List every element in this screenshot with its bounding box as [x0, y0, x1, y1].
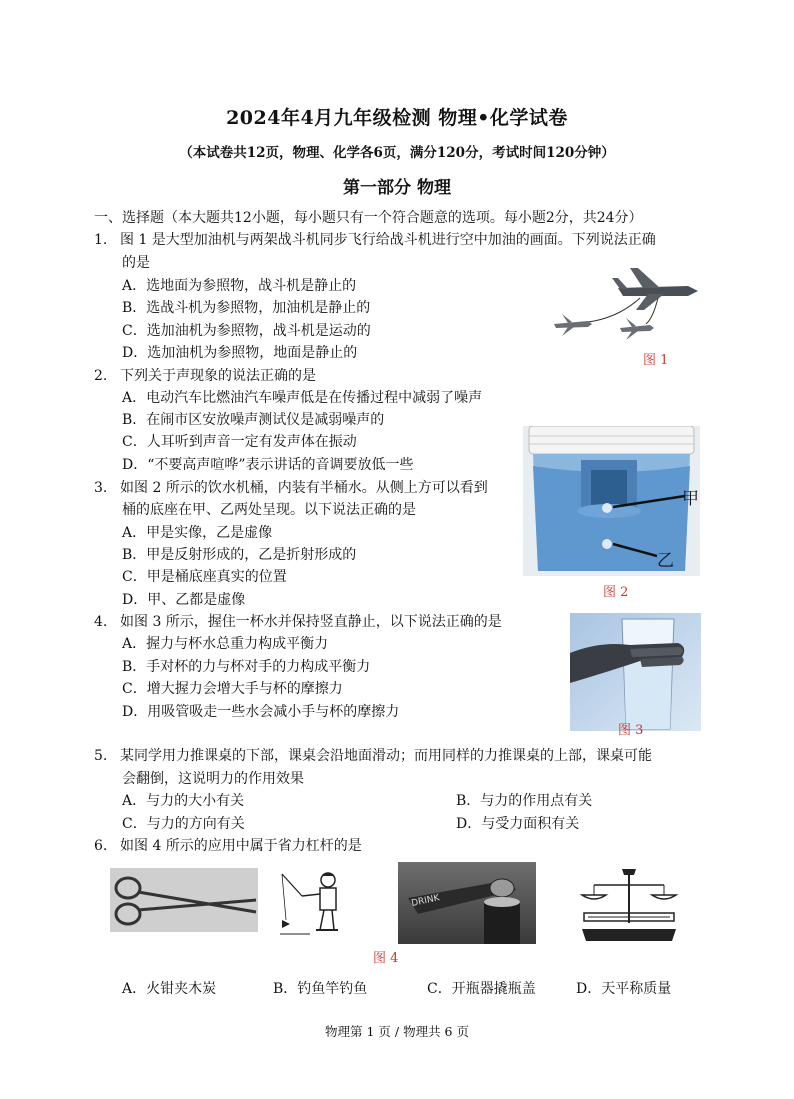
page-footer: 物理第 1 页 / 物理共 6 页 [325, 1024, 469, 1039]
question-number: 6. [94, 838, 108, 854]
question-2-option-d[interactable]: D．“不要高声喧哗”表示讲话的音调要放低一些 [122, 457, 414, 473]
question-1-option-d[interactable]: D．选加油机为参照物，地面是静止的 [122, 345, 358, 361]
question-number: 5. [94, 748, 108, 764]
question-3-option-b[interactable]: B．甲是反射形成的，乙是折射形成的 [122, 547, 357, 563]
figure-3-hand-glass-image [570, 613, 701, 731]
question-4-option-c[interactable]: C．增大握力会增大手与杯的摩擦力 [122, 681, 343, 697]
figure-3-caption: 图 3 [618, 723, 644, 738]
question-2-option-b[interactable]: B．在闹市区安放噪声测试仪是减弱噪声的 [122, 412, 385, 428]
question-2-option-a[interactable]: A．电动汽车比燃油汽车噪声低是在传播过程中减弱了噪声 [122, 390, 483, 406]
page-subtitle: （本试卷共12页，物理、化学各6页，满分120分，考试时间120分钟） [179, 145, 615, 161]
question-2-stem: 2. 下列关于声现象的说法正确的是 [94, 365, 316, 388]
page-title: 2024年4月九年级检测 物理•化学试卷 [226, 107, 568, 129]
question-3-option-d[interactable]: D．甲、乙都是虚像 [122, 592, 246, 608]
question-5-option-a[interactable]: A．与力的大小有关 [122, 793, 245, 809]
question-1-option-c[interactable]: C．选加油机为参照物，战斗机是运动的 [122, 323, 371, 339]
figure-1-caption: 图 1 [643, 353, 669, 368]
question-5-option-b[interactable]: B．与力的作用点有关 [456, 793, 593, 809]
question-2-option-c[interactable]: C．人耳听到声音一定有发声体在振动 [122, 434, 357, 450]
question-number: 4. [94, 614, 108, 630]
part-heading: 第一部分 物理 [343, 178, 451, 198]
figure-4a-tongs-image [110, 868, 258, 932]
figure-4b-fisherman-image [280, 870, 350, 938]
question-1-stem-cont: 的是 [122, 255, 150, 271]
figure-4d-balance-image [578, 865, 680, 947]
question-1-stem: 1. 图 1 是大型加油机与两架战斗机同步飞行给战斗机进行空中加油的画面。下列说法正确 [94, 229, 656, 252]
question-6-option-a[interactable]: A．火钳夹木炭 [122, 981, 217, 997]
question-3-stem-cont: 桶的底座在甲、乙两处呈现。以下说法正确的是 [122, 502, 416, 518]
question-5-option-c[interactable]: C．与力的方向有关 [122, 816, 245, 832]
question-3-option-c[interactable]: C．甲是桶底座真实的位置 [122, 569, 287, 585]
question-5-stem: 5. 某同学用力推课桌的下部，课桌会沿地面滑动；而用同样的力推课桌的上部，课桌可能 [94, 745, 652, 768]
label-jia: 甲 [682, 489, 699, 509]
question-number: 1. [94, 232, 108, 248]
figure-1-refueling-image [548, 258, 700, 343]
question-4-option-b[interactable]: B．手对杯的力与杯对手的力构成平衡力 [122, 659, 371, 675]
figure-2-water-bucket-image [523, 426, 700, 576]
question-1-option-b[interactable]: B．选战斗机为参照物，加油机是静止的 [122, 300, 371, 316]
question-3-option-a[interactable]: A．甲是实像，乙是虚像 [122, 525, 273, 541]
question-4-option-a[interactable]: A．握力与杯水总重力构成平衡力 [122, 636, 329, 652]
question-number: 3. [94, 480, 108, 496]
question-3-stem: 3. 如图 2 所示的饮水机桶，内装有半桶水。从侧上方可以看到 [94, 477, 488, 500]
figure-4c-bottle-opener-image [398, 862, 536, 944]
section-heading: 一、选择题（本大题共12小题，每小题只有一个符合题意的选项。每小题2分，共24分） [94, 210, 643, 226]
question-1-option-a[interactable]: A．选地面为参照物，战斗机是静止的 [122, 278, 357, 294]
question-6-option-b[interactable]: B．钓鱼竿钓鱼 [273, 981, 368, 997]
question-number: 2. [94, 368, 108, 384]
question-5-option-d[interactable]: D．与受力面积有关 [456, 816, 580, 832]
figure-2-caption: 图 2 [603, 585, 629, 600]
question-6-stem: 6. 如图 4 所示的应用中属于省力杠杆的是 [94, 835, 362, 858]
question-4-stem: 4. 如图 3 所示，握住一杯水并保持竖直静止，以下说法正确的是 [94, 611, 502, 634]
label-yi: 乙 [657, 551, 674, 571]
question-6-option-d[interactable]: D．天平称质量 [576, 981, 672, 997]
bottle-opener-text: DRINK [410, 893, 441, 909]
question-5-stem-cont: 会翻倒，这说明力的作用效果 [122, 771, 304, 787]
figure-4-caption: 图 4 [373, 951, 399, 966]
question-4-option-d[interactable]: D．用吸管吸走一些水会减小手与杯的摩擦力 [122, 704, 400, 720]
question-6-option-c[interactable]: C．开瓶器撬瓶盖 [427, 981, 536, 997]
